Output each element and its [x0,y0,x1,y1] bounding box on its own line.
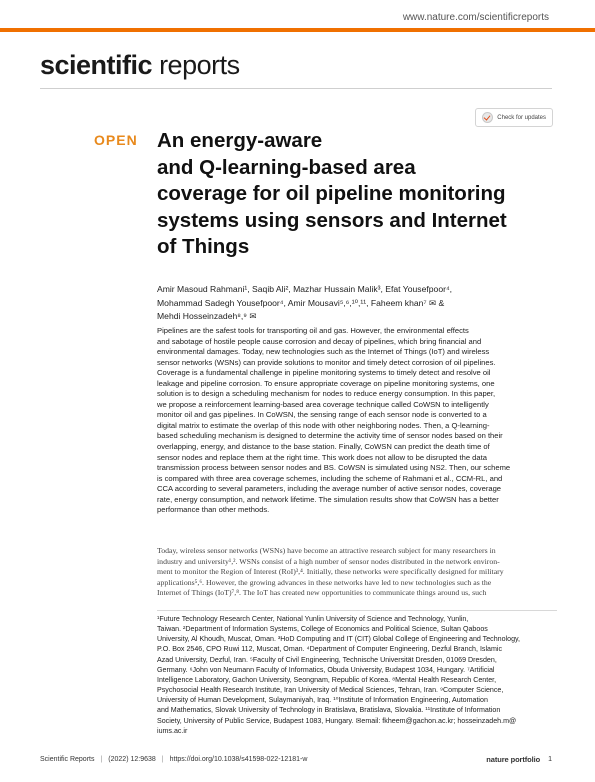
body-line: Today, wireless sensor networks (WSNs) have become an attractive research subject for many researchers in [157,546,496,555]
journal-logo-bold: scientific [40,50,153,80]
footer-separator: | [161,756,164,763]
abstract-line: performance than other methods. [157,505,270,515]
abstract-line: sensor networks (WSNs) can provide solutions to monitor and timely detect corrosion of oil pipelines. [157,357,496,367]
body-line: applications⁵,⁶. However, the growing advances in these networks have led to new technologies such as the [157,577,492,587]
body-line: ment to monitor the Region of Interest (RoI)³,⁴. Initially, these networks were specifically designed for military [157,567,504,577]
article-title [157,128,557,261]
abstract-line: monitor oil and gas pipelines. In CoWSN, the sensing range of each sensor node is converted to a [157,410,487,420]
title-line: An energy-aware [157,129,323,152]
abstract-line: CCA according to several parameters, including the average number of active sensor nodes, coverage [157,484,502,494]
affiliation-line: Intelligence Laboratory, Gachon University, Seongnam, Republic of Korea. ⁸Mental Health Research Center, [157,675,497,684]
affiliation-line: Azad University, Dezful, Iran. ⁵Faculty of Civil Engineering, Technische Universität Dresden, 01069 Dresden, [157,655,497,664]
abstract-line: overlapping, energy, and distance to the base station. Finally, CoWSN can predict the death time of [157,442,490,452]
affiliation-line: and Mathematics, Slovak University of Technology in Bratislava, Bratislava, Slovakia. ¹¹Institute of Information [157,706,501,715]
affiliation-line: Society, University of Public Service, Budapest 1083, Hungary. ✉email: fkheem@gachon.ac.kr; hosseinzadeh.m@ [157,716,517,725]
title-line: coverage for oil pipeline monitoring [157,182,506,205]
checkmark-icon [482,112,493,123]
check-for-updates-label: Check for updates [497,114,546,121]
affiliation-line: Taiwan. ²Department of Information Systems, College of Economics and Political Science, Sultan Qaboos [157,625,488,634]
body-line: Internet of Things (IoT)⁷,⁸. The IoT has created new opportunities to communicate things around us, such [157,588,487,598]
nature-portfolio-logo: nature portfolio [486,755,541,764]
affiliation-line: ¹Future Technology Research Center, National Yunlin University of Science and Technology, Yunlin, [157,615,469,623]
footer-doi-link[interactable]: https://doi.org/10.1038/s41598-022-12181-w [169,756,308,763]
journal-logo [40,50,240,81]
author-line[interactable]: Amir Masoud Rahmani¹, Saqib Ali², Mazhar Hussain Malik³, Efat Yousefpoor⁴, [157,284,453,294]
abstract-line: we propose a reinforcement learning-based area coverage technique called CoWSN to intelligently [157,399,489,409]
affiliation-line: P.O. Box 2546, CPO Ruwi 112, Muscat, Oman. ⁴Department of Computer Engineering, Dezful Branch, Islamic [157,645,503,654]
title-line: of Things [157,235,250,258]
abstract-line: based scheduling mechanism is designed to determine the activity time of sensor nodes based on their [157,431,503,441]
affiliations [157,614,557,736]
abstract-line: digital matrix to estimate the overlap of this node with other neighboring nodes. Then, a Q-learning- [157,420,490,430]
abstract-line: and sabotage of hostile people cause corrosion and decay of pipelines, which bring financial and [157,336,482,346]
abstract-line: Pipelines are the safest tools for transporting oil and gas. However, the environmental effects [157,326,469,335]
author-line[interactable]: Mehdi Hosseinzadeh⁸,⁹ ✉ [157,311,257,321]
open-access-label: OPEN [94,132,138,148]
affiliation-line: iums.ac.ir [157,726,188,735]
affiliation-line: Psychosocial Health Research Institute, Iran University of Medical Sciences, Tehran, Iran. ⁹Computer Science, [157,686,504,695]
footer-citation: (2022) 12:9638 [108,756,156,763]
abstract-line: is compared with three area coverage schemes, including the scheme of Rahmani et al., CCM-RL, and [157,473,503,483]
affiliation-line: University of Human Development, Sulaymaniyah, Iraq. ¹⁰Institute of Information Engineering, Automation [157,696,488,705]
abstract-line: rate, energy consumption, and network lifetime. The simulation results show that CoWSN has a better [157,494,499,504]
title-line: systems using sensors and Internet [157,208,507,232]
abstract [157,326,557,516]
body-line: industry and university¹,². WSNs consist of a high number of sensor nodes distributed in the network environ- [157,556,500,566]
author-list [157,283,487,324]
author-line[interactable]: Mohammad Sadegh Yousefpoor⁴, Amir Mousavi⁵,⁶,¹⁰,¹¹, Faheem khan⁷ ✉ & [157,297,445,308]
check-for-updates-button[interactable] [475,108,553,127]
affiliation-line: University, Al Khoudh, Muscat, Oman. ³HoD Computing and IT (CIT) Global College of Engineering and Technology, [157,635,521,644]
page-number: 1 [548,756,552,763]
introduction-text [157,546,557,599]
abstract-line: solution is to design a scheduling mechanism for nodes to reduce energy consumption. In this paper, [157,389,496,399]
footer-journal: Scientific Reports [40,756,95,763]
page-footer [40,755,552,764]
abstract-line: sensor nodes and replace them at the right time. This work does not allow to be disrupted the data [157,452,487,462]
footnote-rule [157,610,557,611]
journal-url[interactable]: www.nature.com/scientificreports [402,12,549,23]
abstract-line: Coverage is a fundamental challenge in pipeline monitoring systems to timely detect and resolve oil [157,368,491,378]
journal-logo-light: reports [159,50,240,80]
header-accent-bar [0,28,595,32]
abstract-line: leakage and pipeline corrosion. To ensure appropriate coverage on pipeline monitoring systems, one [157,378,495,388]
affiliation-line: Germany. ⁶John von Neumann Faculty of Informatics, Obuda University, Budapest 1034, Hungary. ⁷Artificial [157,665,495,674]
header-rule [40,88,552,89]
abstract-line: transmission process between sensor nodes and BS. CoWSN is simulated using NS2. Then, our scheme [157,463,511,473]
footer-separator: | [100,756,103,763]
title-line: and Q-learning-based area [157,155,416,179]
abstract-line: environmental damages. Today, new technologies such as the Internet of Things (IoT) and wireless [157,347,490,357]
